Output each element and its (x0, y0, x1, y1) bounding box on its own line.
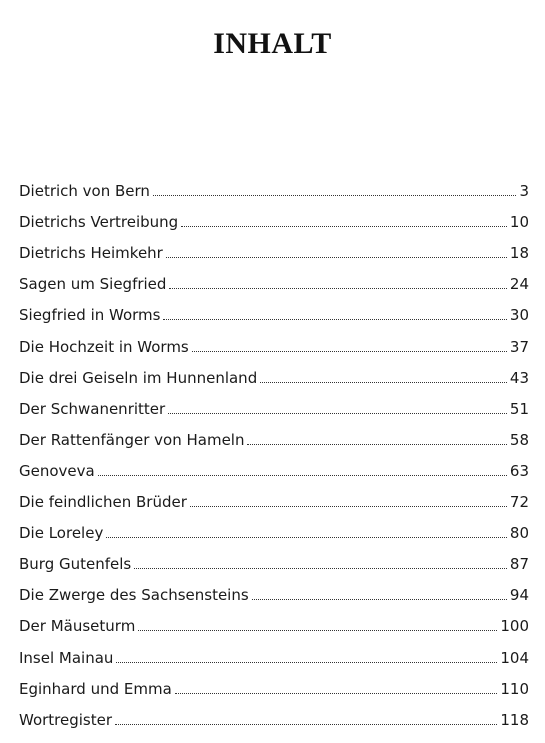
dot-leader (115, 724, 497, 725)
dot-leader (190, 506, 507, 507)
toc-entry[interactable] (19, 450, 529, 481)
toc-entry[interactable] (19, 512, 529, 543)
toc-entry-title: Die Loreley (19, 524, 104, 543)
toc-entry-title: Wortregister (19, 710, 113, 729)
toc-entry[interactable] (19, 388, 529, 419)
toc-page-number: 24 (509, 275, 529, 294)
toc-page-number: 37 (509, 337, 529, 356)
dot-leader (134, 568, 507, 569)
toc-page-number: 87 (509, 555, 529, 574)
toc-entry[interactable] (19, 357, 529, 388)
toc-page-number: 118 (500, 710, 529, 729)
toc-page-number: 63 (509, 461, 529, 480)
dot-leader (116, 662, 497, 663)
toc-entry[interactable] (19, 419, 529, 450)
dot-leader (169, 288, 506, 289)
toc-entry[interactable] (19, 605, 529, 636)
toc-entry[interactable] (19, 481, 529, 512)
dot-leader (260, 382, 507, 383)
toc-entry-title: Die Hochzeit in Worms (19, 337, 189, 356)
toc-entry[interactable] (19, 325, 529, 356)
toc-page-number: 72 (509, 493, 529, 512)
dot-leader (252, 599, 507, 600)
dot-leader (166, 257, 507, 258)
toc-page-number: 51 (509, 399, 529, 418)
toc-page-number: 104 (500, 648, 529, 667)
toc-entry-title: Die feindlichen Brüder (19, 493, 187, 512)
toc-page-number: 3 (519, 182, 529, 201)
toc-entry-title: Der Schwanenritter (19, 399, 166, 418)
dot-leader (247, 444, 506, 445)
dot-leader (98, 475, 507, 476)
toc-entry-title: Die Zwerge des Sachsensteins (19, 586, 249, 605)
dot-leader (175, 693, 498, 694)
toc-entry[interactable] (19, 263, 529, 294)
toc-entry-title: Dietrichs Heimkehr (19, 244, 163, 263)
toc-entry-title: Der Rattenfänger von Hameln (19, 430, 245, 449)
toc-entry-title: Eginhard und Emma (19, 679, 172, 698)
toc-entry-title: Der Mäuseturm (19, 617, 136, 636)
toc-entry-title: Dietrich von Bern (19, 182, 150, 201)
dot-leader (181, 226, 507, 227)
dot-leader (192, 351, 507, 352)
toc-entry-title: Dietrichs Vertreibung (19, 213, 179, 232)
toc-entry-title: Insel Mainau (19, 648, 114, 667)
toc-entry-title: Genoveva (19, 461, 95, 480)
toc-page-number: 80 (509, 524, 529, 543)
table-of-contents (19, 170, 529, 730)
dot-leader (168, 413, 507, 414)
toc-page-number: 30 (509, 306, 529, 325)
toc-page-number: 10 (509, 213, 529, 232)
toc-entry[interactable] (19, 668, 529, 699)
toc-entry[interactable] (19, 294, 529, 325)
toc-entry[interactable] (19, 201, 529, 232)
dot-leader (106, 537, 507, 538)
dot-leader (138, 630, 497, 631)
dot-leader (163, 319, 506, 320)
toc-page-number: 43 (509, 368, 529, 387)
toc-entry[interactable] (19, 636, 529, 667)
toc-entry-title: Burg Gutenfels (19, 555, 132, 574)
toc-entry[interactable] (19, 574, 529, 605)
dot-leader (153, 195, 517, 196)
page-title: INHALT (213, 27, 332, 61)
toc-page-number: 58 (509, 430, 529, 449)
toc-page-number: 100 (500, 617, 529, 636)
toc-page-number: 94 (509, 586, 529, 605)
toc-entry[interactable] (19, 699, 529, 730)
toc-entry-title: Siegfried in Worms (19, 306, 161, 325)
toc-entry-title: Die drei Geiseln im Hunnenland (19, 368, 258, 387)
toc-page-number: 18 (509, 244, 529, 263)
toc-entry-title: Sagen um Siegfried (19, 275, 167, 294)
toc-page-number: 110 (500, 679, 529, 698)
toc-entry[interactable] (19, 232, 529, 263)
toc-entry[interactable] (19, 170, 529, 201)
toc-entry[interactable] (19, 543, 529, 574)
